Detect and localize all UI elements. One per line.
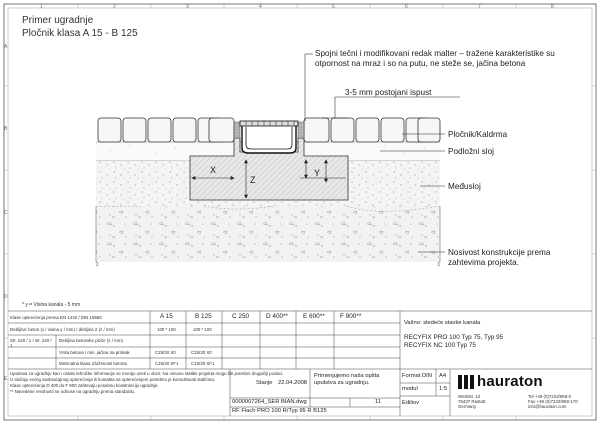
class-d400: D 400**	[266, 313, 289, 320]
annotation-paving: Pločnik/Kaldrma	[448, 130, 508, 139]
company-web: info@hauraton.com	[528, 404, 567, 409]
class-f900: F 900**	[340, 313, 362, 320]
annotation-gap: 3-5 mm postojani ispust	[345, 88, 432, 97]
footnote: * y = Visina kanala - 5 mm	[22, 302, 81, 308]
hauraton-logo-mark	[458, 375, 474, 389]
drawing-title-line2: Pločnik klasa A 15 - B 125	[22, 28, 138, 39]
margin-row-a: A	[4, 44, 8, 50]
annotation-joint-line2: otpornost na mraz i so na putu, ne steže se, jačina betona	[315, 59, 526, 68]
notes-line2: U slučaju većeg saobraćajnog opterećenja ili kontakta sa opterećenjem potrebno je konsultovati statičara.	[10, 377, 216, 382]
margin-row-b: B	[4, 126, 8, 132]
status-label: Stanje	[256, 380, 273, 386]
annotation-joint-line1: Spojni tečni i modifikovani redak malter – tražene karakteristike su	[315, 49, 555, 58]
format-value: A4	[439, 373, 447, 379]
company-tel: Tel +49 (0)7222/958-0	[528, 394, 572, 399]
notes-line3: Klase opterećenja D 400 do F 900 zahtevaju posebnu konstrukciju ugradnje.	[10, 383, 159, 388]
dimension-z-label: Z	[250, 175, 256, 185]
drawing-name: RF Flach PRO 100 R/Typ 95 R B125	[232, 408, 327, 414]
row2-b125: C25/30 X0	[191, 350, 212, 355]
drawing-title-line1: Primer ugradnje	[22, 15, 94, 26]
annotation-intermediate: Međusloj	[448, 182, 481, 191]
language-label: Ediliov	[402, 400, 420, 406]
company-addr3: Germany	[458, 404, 477, 409]
row3-b125: C25/30 XF1	[191, 361, 215, 366]
row2b-label: Vrsta betona / min. jačina na pritisak	[59, 350, 130, 355]
scale-label: modul	[402, 386, 418, 392]
margin-col-8: 8	[551, 4, 554, 10]
dimension-y-label: Y	[314, 168, 321, 178]
product-line1: RECYFIX PRO 100 Typ 75, Typ 95	[404, 334, 504, 341]
margin-col-1: 1	[40, 4, 43, 10]
company-addr2: 76437 Rastatt	[458, 399, 486, 404]
margin-col-3: 3	[186, 4, 189, 10]
doc-number: 0000007264_SER BIAN.dwg	[232, 399, 307, 405]
annotation-bedding: Podložni sloj	[448, 147, 494, 156]
row1-a15: 100 * 100	[157, 327, 176, 332]
row2-label: Str. 220 / 1 / str. 220 / 1	[10, 338, 52, 348]
notes-line4: ** Navedene vrednosti se odnose na ugradnju prema standardu.	[10, 389, 136, 394]
base-layer	[96, 202, 440, 266]
class-c250: C 250	[232, 313, 250, 320]
company-name: hauraton	[477, 373, 543, 390]
class-e600: E 600**	[303, 313, 325, 320]
mortar-joint-left	[234, 122, 240, 138]
annotation-base-line1: Nosivost konstrukcije prema	[448, 248, 551, 257]
margin-col-4: 4	[259, 4, 262, 10]
status-date: 22.04.2008	[278, 380, 308, 386]
company-addr1: Werkstr. 13	[458, 394, 481, 399]
row1-b125: 100 * 100	[193, 327, 212, 332]
margin-row-d: D	[4, 294, 8, 300]
margin-col-2: 2	[113, 4, 116, 10]
row2-a15: C25/30 X0	[155, 350, 176, 355]
margin-row-c: C	[4, 210, 8, 216]
dimension-x-label: X	[210, 165, 217, 175]
drainage-channel	[240, 121, 298, 153]
margin-col-7: 7	[478, 4, 481, 10]
company-fax: Fax +49 (0)7222/958-170	[528, 399, 578, 404]
product-title: Važno: sledeće stavke kanala	[404, 320, 481, 326]
remark-line1: Primenjujemo naša opšta	[314, 373, 380, 379]
product-line2: RECYFIX NC 100 Typ 75	[404, 342, 476, 349]
margin-row-e: E	[4, 376, 8, 382]
remark-line2: uputstva za ugradnju.	[314, 380, 370, 386]
notes-line1: Uputstva za ugradnju kao i ostale tehničke informacije se moraju uzeti u obzir. Na osnovu statike projekta mogu biti potrebni drugačiji podaci.	[10, 371, 284, 376]
mortar-joint-right	[298, 122, 304, 138]
margin-col-6: 6	[405, 4, 408, 10]
row1-label: Debljina: beton (x / visina y / mm) / debljina 2 (z / mm)	[10, 327, 115, 332]
margin-col-5: 5	[332, 4, 335, 10]
scale-value: 1:5	[439, 386, 448, 392]
row3-label: Minimalna klasa izloženosti betona	[59, 361, 127, 366]
annotation-base-line2: zahtevima projekta.	[448, 258, 519, 267]
row3-a15: C25/30 XF1	[155, 361, 179, 366]
row2a-label: Debljina betonske ploče (z / mm)	[59, 338, 123, 343]
class-b125: B 125	[195, 313, 212, 320]
class-a15: A 15	[160, 313, 173, 320]
load-class-header: Klase opterećenja prema EN 1433 / DIN 19580	[10, 315, 102, 320]
sheet-number: 11	[375, 399, 382, 405]
format-label: Format DIN	[402, 373, 432, 379]
